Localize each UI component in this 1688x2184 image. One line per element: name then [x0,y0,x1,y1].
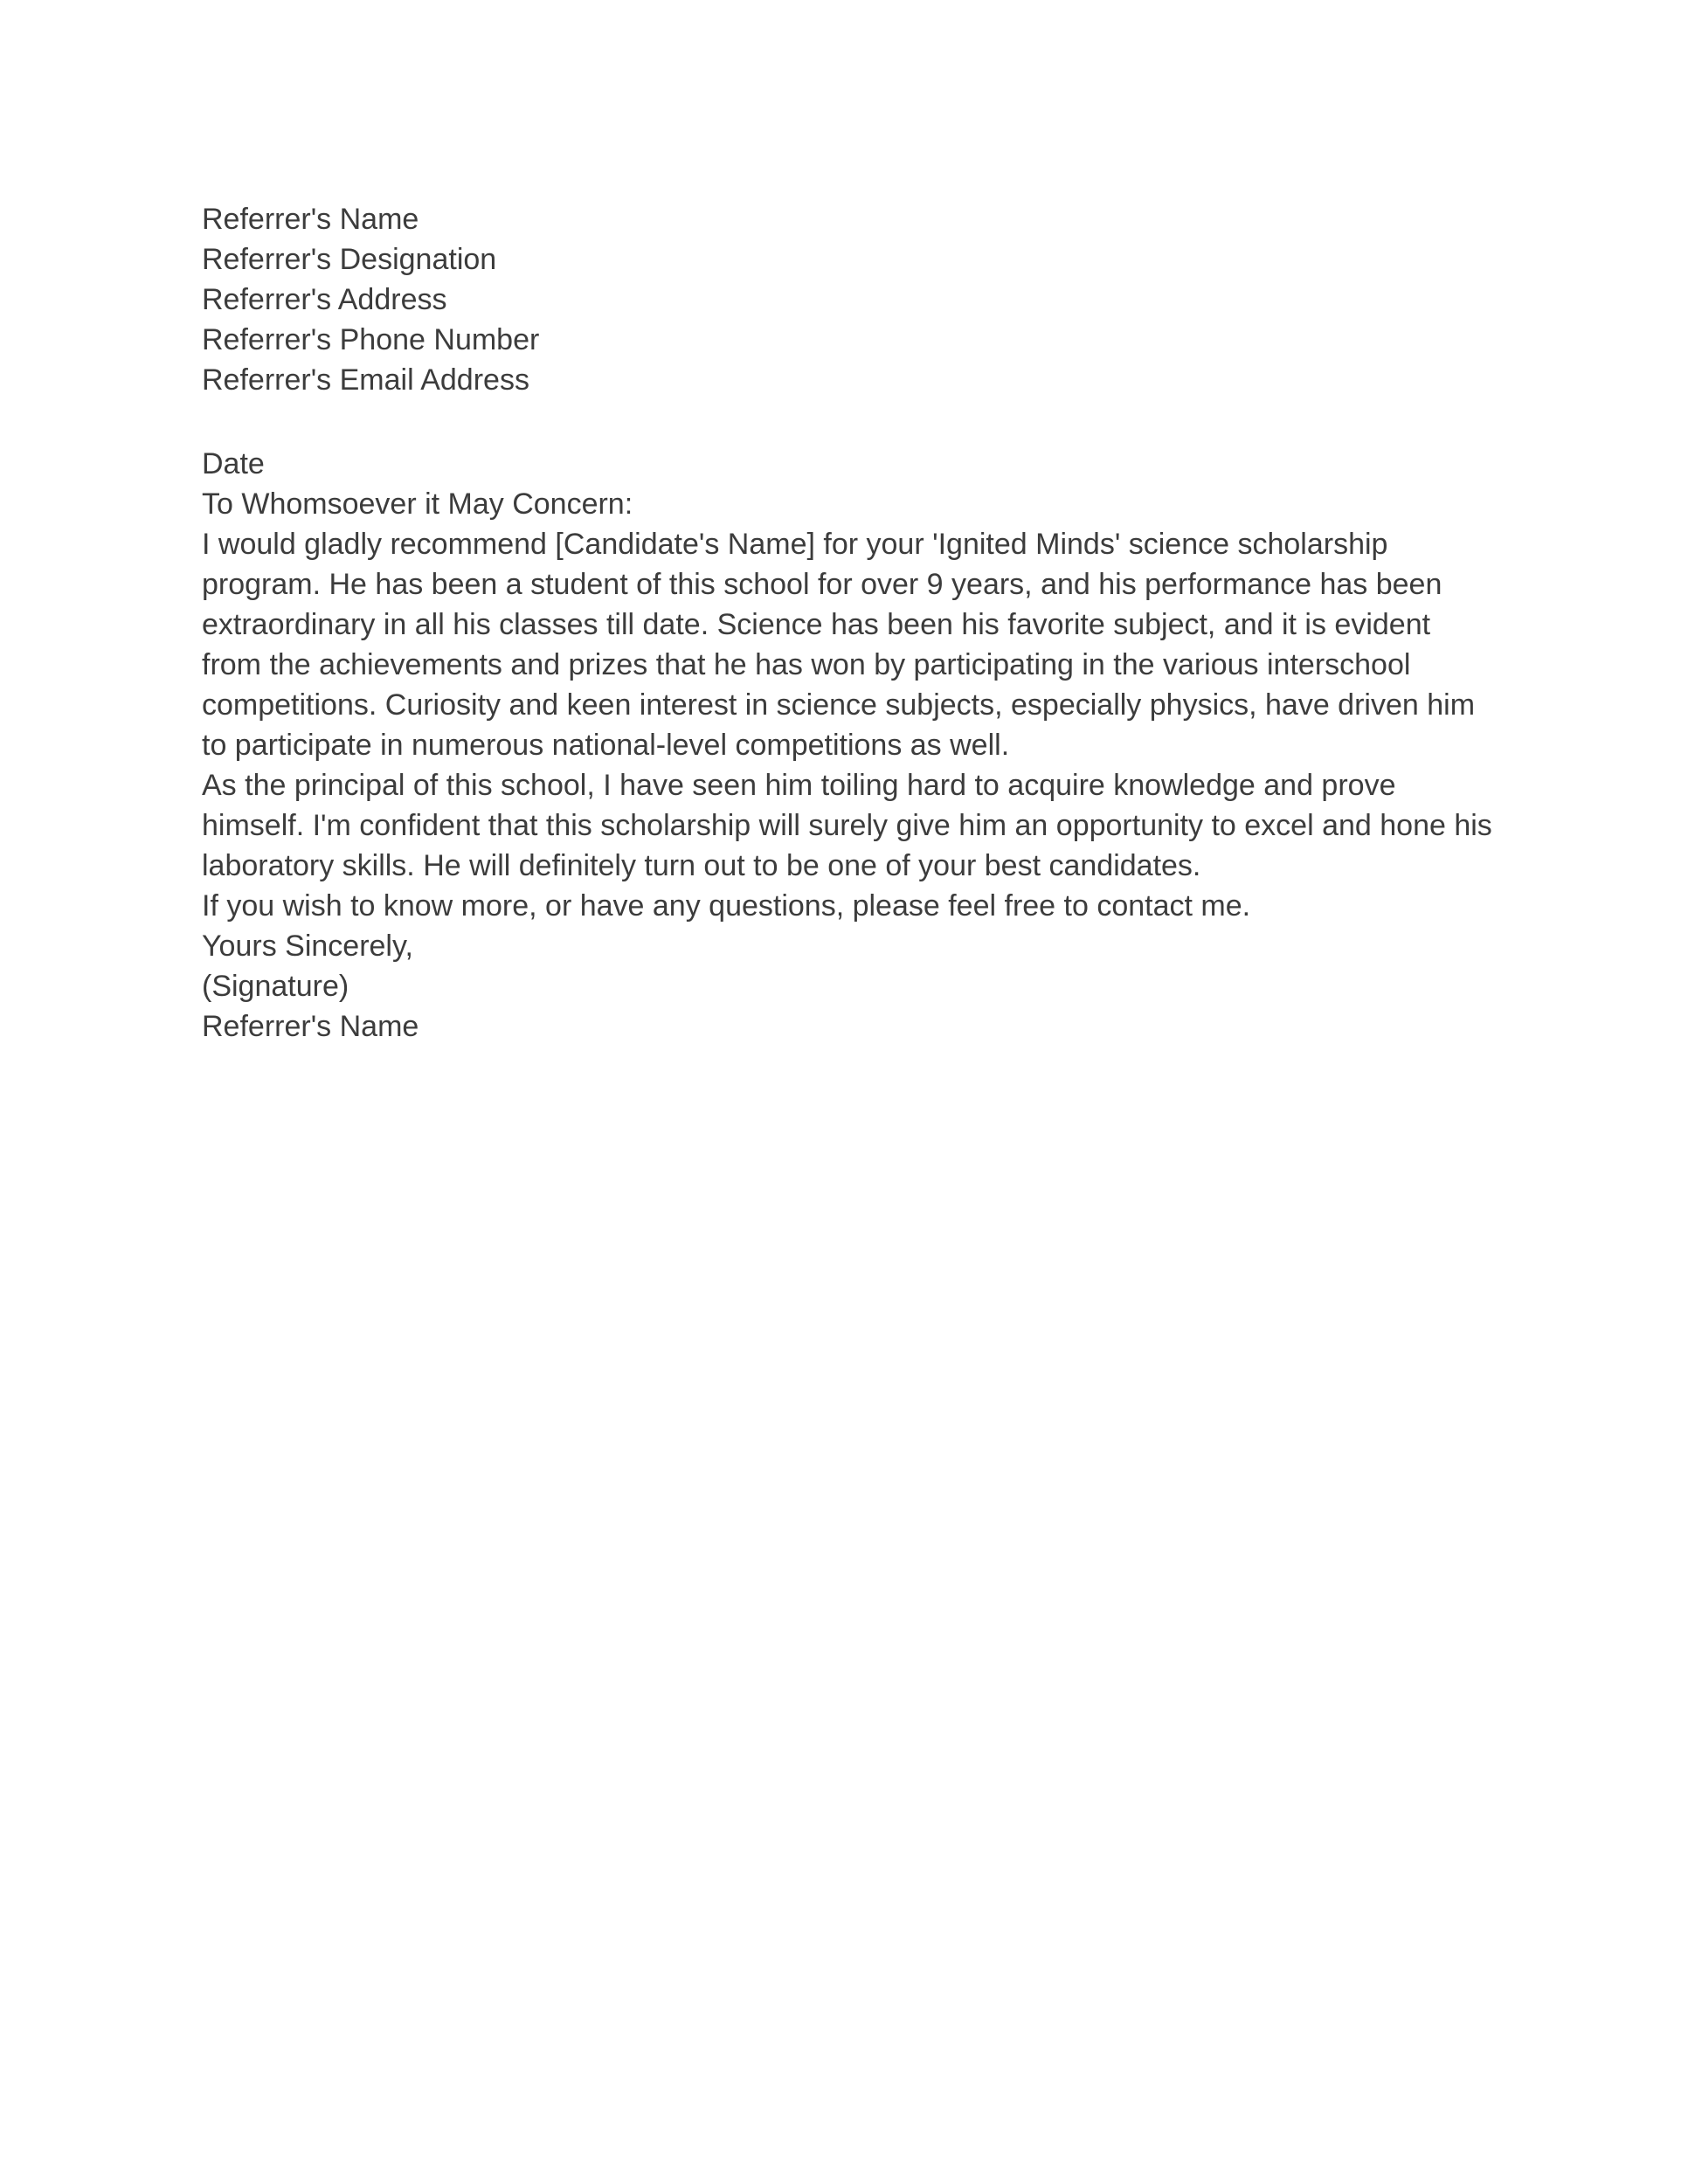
salutation-line: To Whomsoever it May Concern: [202,487,633,521]
referrer-info-block [202,199,1494,400]
referrer-phone-line: Referrer's Phone Number [202,323,540,356]
signature-placeholder: (Signature) [202,970,349,1003]
signature-block [202,966,1494,1047]
body-paragraph-1: I would gladly recommend [Candidate's Name] for your 'Ignited Minds' science scholarship program. He has been a student of this school for over 9 years, and his performance has been extraordinary in all his classes till date. Science has been his favorite subject, and it is evident from the achievements and prizes that he has won by participating in the various interschool competitions. Curiosity and keen interest in science subjects, especially physics, have driven him to participate in numerous national-level competitions as well. [202,528,1476,762]
referrer-email-line: Referrer's Email Address [202,363,529,397]
date-line: Date [202,447,265,480]
signature-name: Referrer's Name [202,1010,419,1043]
body-paragraph-2: As the principal of this school, I have seen him toiling hard to acquire knowledge and prove himself. I'm confident that this scholarship will surely give him an opportunity to excel and hone his laboratory skills. He will definitely turn out to be one of your best candidates. [202,769,1492,882]
recommendation-letter [202,199,1494,1047]
referrer-address-line: Referrer's Address [202,283,447,316]
referrer-name-line: Referrer's Name [202,203,419,236]
body-paragraph-3: If you wish to know more, or have any questions, please feel free to contact me. [202,889,1251,923]
referrer-designation-line: Referrer's Designation [202,243,497,276]
closing-line: Yours Sincerely, [202,930,413,963]
